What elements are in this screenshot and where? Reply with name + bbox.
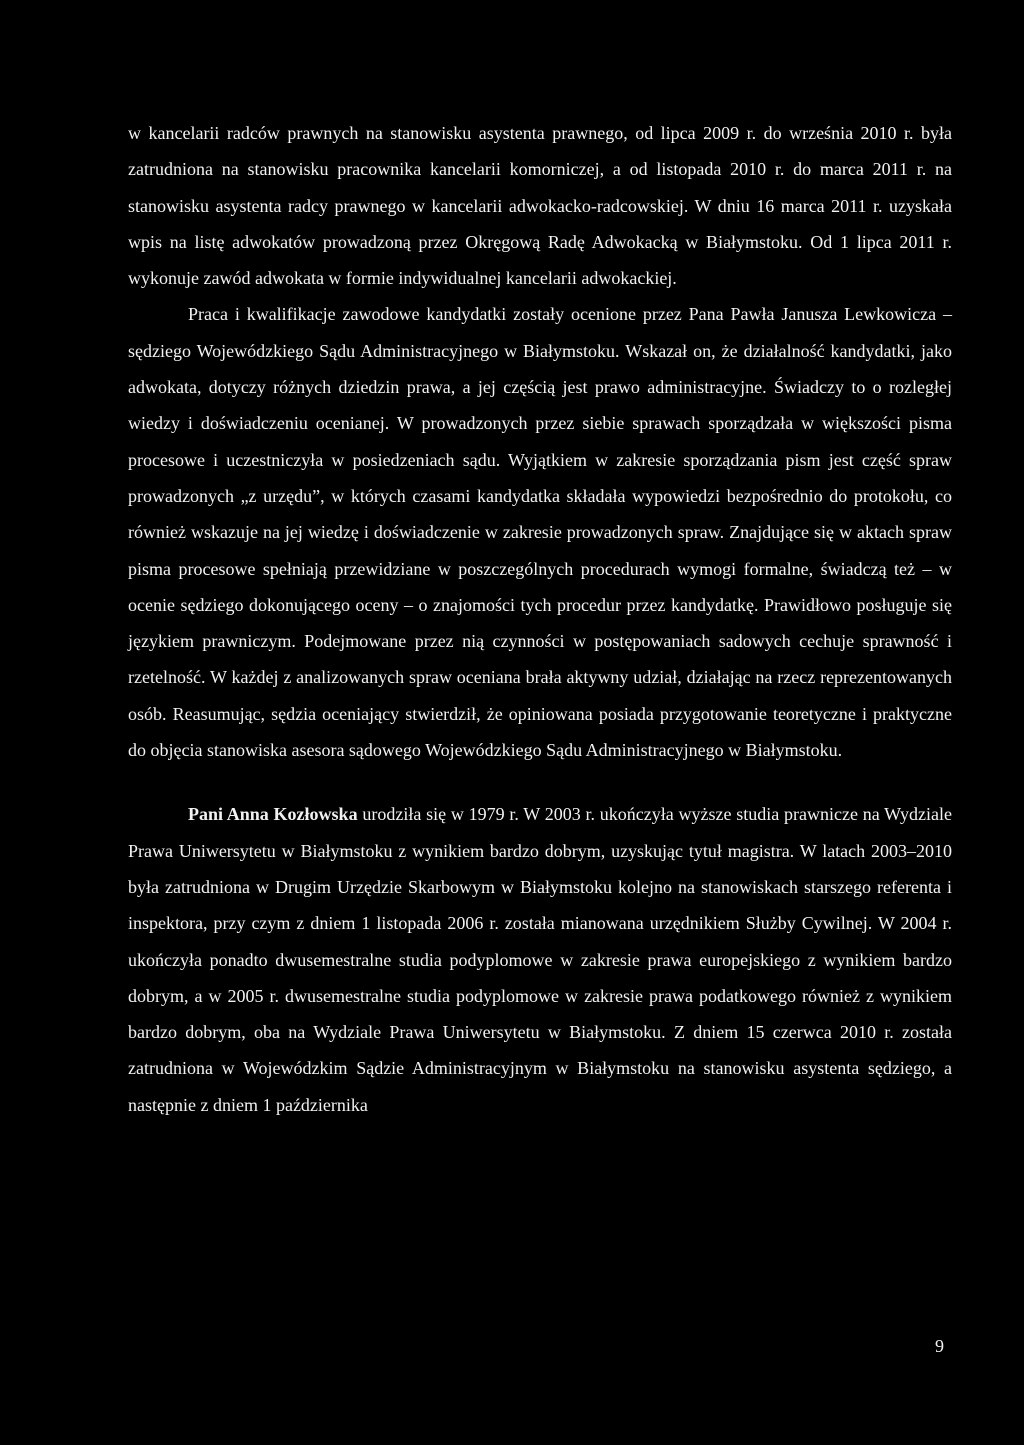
candidate-name: Pani Anna Kozłowska: [188, 804, 358, 825]
paragraph-continuation: w kancelarii radców prawnych na stanowisku asystenta prawnego, od lipca 2009 r. do września 2010 r. była zatrudniona na stanowisku pracownika kancelarii komorniczej, a od listopada 2010 r. do marca 2011 r. na stanowisku asystenta radcy prawnego w kancelarii adwokacko-radcowskiej. W dniu 16 marca 2011 r. uzyskała wpis na listę adwokatów prowadzoną przez Okręgową Radę Adwokacką w Białymstoku. Od 1 lipca 2011 r. wykonuje zawód adwokata w formie indywidualnej kancelarii adwokackiej.: [128, 123, 952, 289]
paragraph-candidate-bio: [128, 796, 952, 1123]
page-number: 9: [935, 1336, 944, 1356]
paragraph-spacer: [128, 768, 952, 796]
candidate-bio-text: urodziła się w 1979 r. W 2003 r. ukończyła wyższe studia prawnicze na Wydziale Prawa Uniwersytetu w Białymstoku z wynikiem bardzo dobrym, uzyskując tytuł magistra. W latach 2003–2010 była zatrudniona w Drugim Urzędzie Skarbowym w Białymstoku kolejno na stanowiskach starszego referenta i inspektora, przy czym z dniem 1 listopada 2006 r. została mianowana urzędnikiem Służby Cywilnej. W 2004 r. ukończyła ponadto dwusemestralne studia podyplomowe w zakresie prawa europejskiego z wynikiem bardzo dobrym, a w 2005 r. dwusemestralne studia podyplomowe w zakresie prawa podatkowego również z wynikiem bardzo dobrym, oba na Wydziale Prawa Uniwersytetu w Białymstoku. Z dniem 15 czerwca 2010 r. została zatrudniona w Wojewódzkim Sądzie Administracyjnym w Białymstoku na stanowisku asystenta sędziego, a następnie z dniem 1 października: [128, 804, 952, 1115]
paragraph-evaluation: Praca i kwalifikacje zawodowe kandydatki zostały ocenione przez Pana Pawła Janusza Lewkowicza – sędziego Wojewódzkiego Sądu Administracyjnego w Białymstoku. Wskazał on, że działalność kandydatki, jako adwokata, dotyczy różnych dziedzin prawa, a jej częścią jest prawo administracyjne. Świadczy to o rozległej wiedzy i doświadczeniu ocenianej. W prowadzonych przez siebie sprawach sporządzała w większości pisma procesowe i uczestniczyła w posiedzeniach sądu. Wyjątkiem w zakresie sporządzania pism jest część spraw prowadzonych „z urzędu”, w których czasami kandydatka składała wypowiedzi bezpośrednio do protokołu, co również wskazuje na jej wiedzę i doświadczenie w zakresie prowadzonych spraw. Znajdujące się w aktach spraw pisma procesowe spełniają przewidziane w poszczególnych procedurach wymogi formalne, świadczą też – w ocenie sędziego dokonującego oceny – o znajomości tych procedur przez kandydatkę. Prawidłowo posługuje się językiem prawniczym. Podejmowane przez nią czynności w postępowaniach sadowych cechuje sprawność i rzetelność. W każdej z analizowanych spraw oceniana brała aktywny udział, działając na rzecz reprezentowanych osób. Reasumując, sędzia oceniający stwierdził, że opiniowana posiada przygotowanie teoretyczne i praktyczne do objęcia stanowiska asesora sądowego Wojewódzkiego Sądu Administracyjnego w Białymstoku.: [128, 304, 952, 761]
document-page: [128, 115, 952, 1123]
